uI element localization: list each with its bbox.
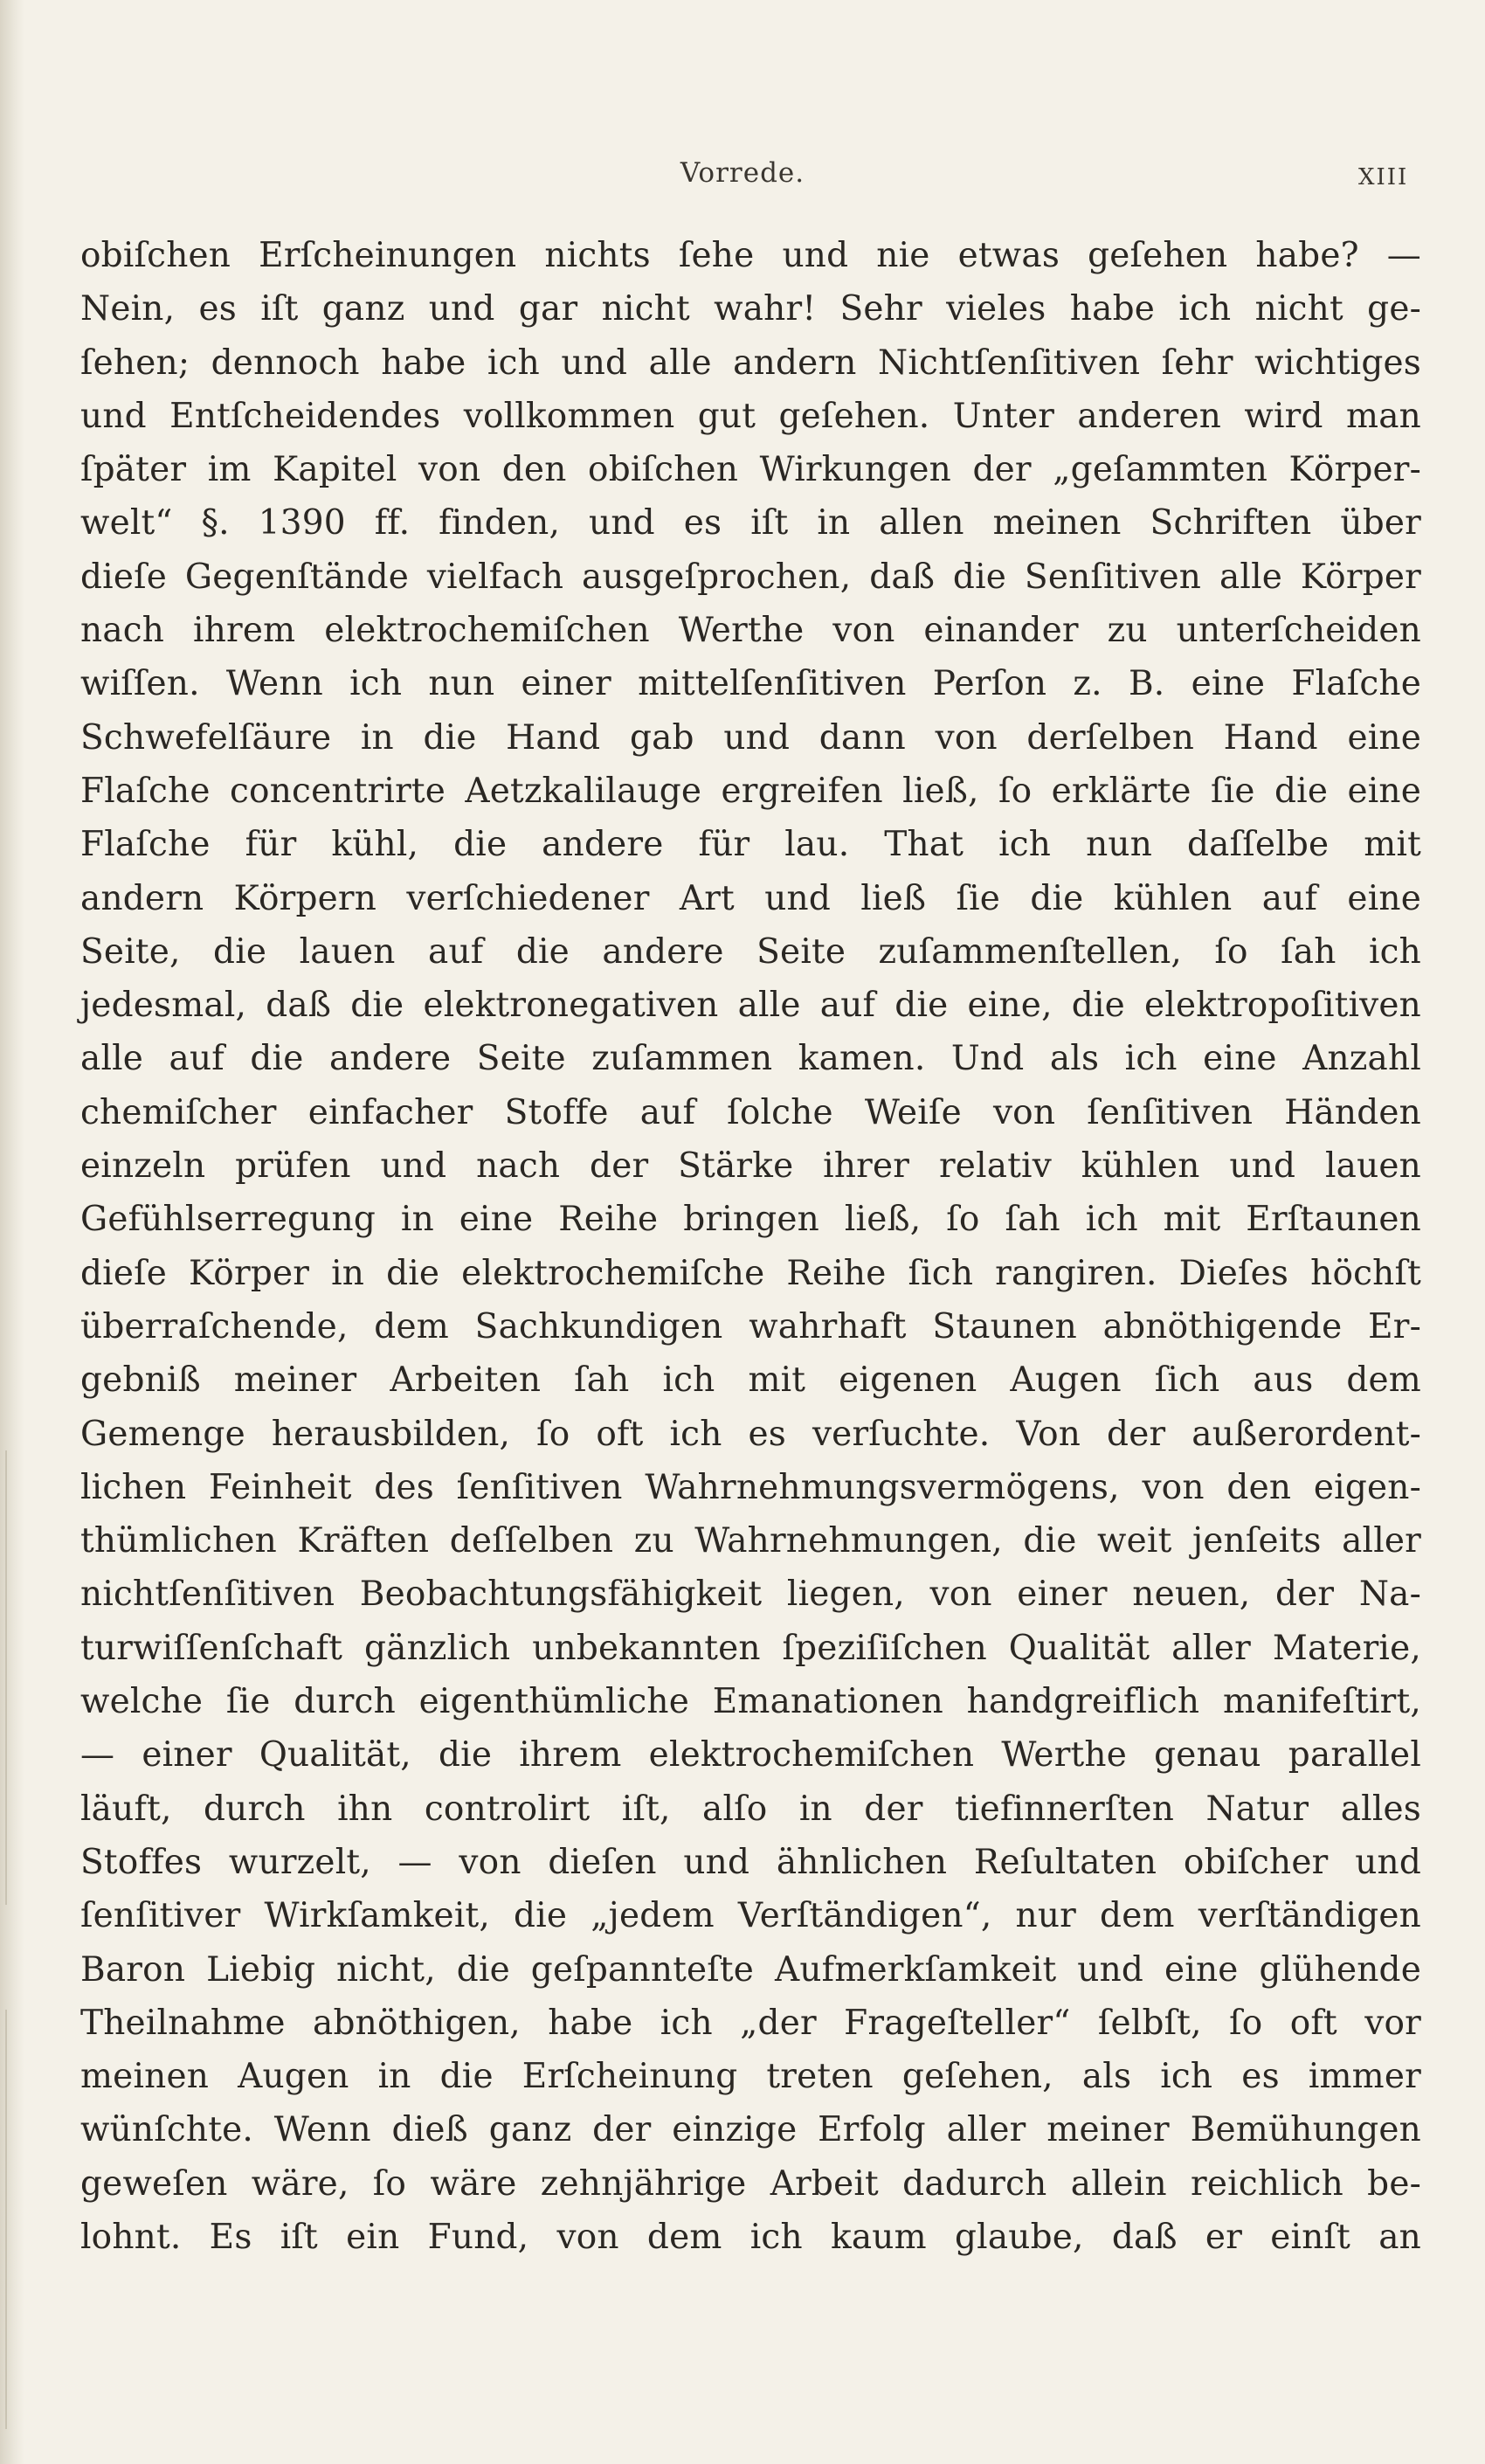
running-head: Vorrede. bbox=[680, 157, 805, 189]
text-line: geweſen wäre, ſo wäre zehnjährige Arbeit dadurch allein reichlich be- bbox=[80, 2163, 1421, 2204]
text-line: welt“ §. 1390 ff. finden, und es iſt in allen meinen Schriften über bbox=[80, 503, 1421, 543]
text-line: Schwefelſäure in die Hand gab und dann von derſelben Hand eine bbox=[80, 717, 1421, 758]
text-line: jedesmal, daß die elektronegativen alle auf die eine, die elektropoſitiven bbox=[80, 986, 1421, 1026]
text-line: Flaſche concentrirte Aetzkalilauge ergreifen ließ, ſo erklärte ſie die eine bbox=[80, 771, 1421, 811]
text-line: — einer Qualität, die ihrem elektrochemiſchen Werthe genau parallel bbox=[80, 1735, 1421, 1775]
text-line: und Entſcheidendes vollkommen gut geſehen. Unter anderen wird man bbox=[80, 396, 1421, 436]
margin-mark bbox=[5, 2010, 7, 2429]
text-line: Flaſche für kühl, die andere für lau. That ich nun daſſelbe mit bbox=[80, 825, 1421, 865]
text-line: einzeln prüfen und nach der Stärke ihrer relativ kühlen und lauen bbox=[80, 1146, 1421, 1187]
text-line: Gefühlserregung in eine Reihe bringen ließ, ſo ſah ich mit Erſtaunen bbox=[80, 1200, 1421, 1240]
text-line: andern Körpern verſchiedener Art und ließ ſie die kühlen auf eine bbox=[80, 878, 1421, 918]
text-line: dieſe Gegenſtände vielfach ausgeſprochen, daß die Senſitiven alle Körper bbox=[80, 557, 1421, 597]
text-line: lohnt. Es iſt ein Fund, von dem ich kaum glaube, daß er einſt an bbox=[80, 2217, 1421, 2257]
text-line: dieſe Körper in die elektrochemiſche Reihe ſich rangiren. Dieſes höchſt bbox=[80, 1253, 1421, 1293]
text-line: Seite, die lauen auf die andere Seite zuſammenſtellen, ſo ſah ich bbox=[80, 931, 1421, 972]
text-line: läuft, durch ihn controlirt iſt, alſo in der tiefinnerſten Natur alles bbox=[80, 1789, 1421, 1829]
text-line: wünſchte. Wenn dieß ganz der einzige Erfolg aller meiner Bemühungen bbox=[80, 2110, 1421, 2150]
margin-mark bbox=[5, 1450, 7, 1905]
text-line: ſehen; dennoch habe ich und alle andern Nichtſenſitiven ſehr wichtiges bbox=[80, 343, 1421, 383]
text-line: ſenſitiver Wirkſamkeit, die „jedem Verſtändigen“, nur dem verſtändigen bbox=[80, 1896, 1421, 1936]
text-line: thümlichen Kräften deſſelben zu Wahrnehmungen, die weit jenſeits aller bbox=[80, 1521, 1421, 1561]
text-line: Stoffes wurzelt, — von dieſen und ähnlichen Reſultaten obiſcher und bbox=[80, 1842, 1421, 1882]
text-line: überraſchende, dem Sachkundigen wahrhaft Staunen abnöthigende Er- bbox=[80, 1306, 1421, 1346]
text-line: obiſchen Erſcheinungen nichts ſehe und nie etwas geſehen habe? — bbox=[80, 236, 1421, 275]
gutter-shadow bbox=[0, 0, 24, 2464]
body-text bbox=[80, 229, 1421, 2264]
text-line: wiſſen. Wenn ich nun einer mittelſenſitiven Perſon z. B. eine Flaſche bbox=[80, 664, 1421, 704]
text-line: Nein, es iſt ganz und gar nicht wahr! Sehr vieles habe ich nicht ge- bbox=[80, 289, 1421, 329]
text-line: Gemenge herausbilden, ſo oft ich es verſuchte. Von der außerordent- bbox=[80, 1414, 1421, 1454]
text-line: lichen Feinheit des ſenſitiven Wahrnehmungsvermögens, von den eigen- bbox=[80, 1467, 1421, 1507]
text-line: chemiſcher einfacher Stoffe auf ſolche Weiſe von ſenſitiven Händen bbox=[80, 1092, 1421, 1132]
text-line: ſpäter im Kapitel von den obiſchen Wirkungen der „geſammten Körper- bbox=[80, 450, 1421, 490]
page-number: XIII bbox=[1358, 164, 1409, 190]
text-line: nach ihrem elektrochemiſchen Werthe von einander zu unterſcheiden bbox=[80, 611, 1421, 651]
text-line: gebniß meiner Arbeiten ſah ich mit eigenen Augen ſich aus dem bbox=[80, 1360, 1421, 1401]
text-line: welche ſie durch eigenthümliche Emanationen handgreiflich manifeſtirt, bbox=[80, 1682, 1421, 1722]
page-header bbox=[0, 157, 1485, 210]
text-line: turwiſſenſchaft gänzlich unbekannten ſpeziſiſchen Qualität aller Materie, bbox=[80, 1628, 1421, 1668]
text-line: Baron Liebig nicht, die geſpannteſte Aufmerkſamkeit und eine glühende bbox=[80, 1949, 1421, 1990]
text-line: Theilnahme abnöthigen, habe ich „der Frageſteller“ ſelbſt, ſo oft vor bbox=[80, 2003, 1421, 2043]
text-line: meinen Augen in die Erſcheinung treten geſehen, als ich es immer bbox=[80, 2057, 1421, 2097]
text-line: nichtſenſitiven Beobachtungsfähigkeit liegen, von einer neuen, der Na- bbox=[80, 1575, 1421, 1615]
text-line: alle auf die andere Seite zuſammen kamen. Und als ich eine Anzahl bbox=[80, 1039, 1421, 1079]
